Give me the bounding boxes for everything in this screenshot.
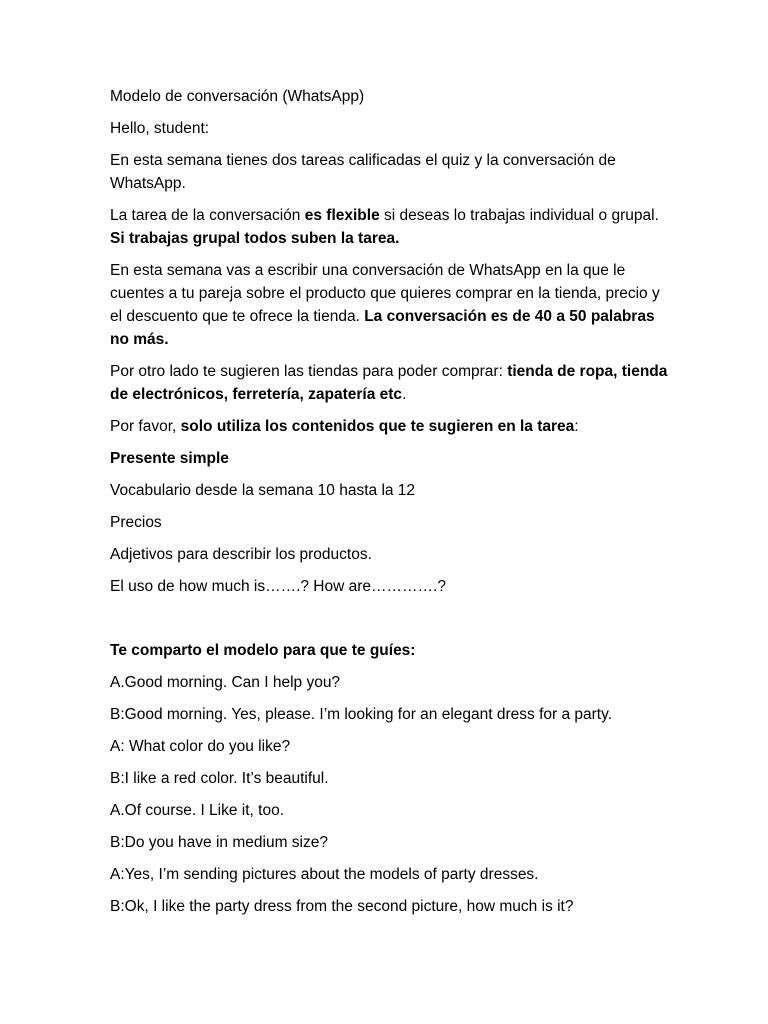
paragraph-flexible-text-1: La tarea de la conversación bbox=[110, 207, 305, 224]
document-title: Modelo de conversación (WhatsApp) bbox=[110, 88, 365, 105]
paragraph-stores-text: Por otro lado te sugieren las tiendas para poder comprar: bbox=[110, 363, 508, 380]
paragraph-please-bold: solo utiliza los contenidos que te sugieren en la tarea bbox=[180, 418, 575, 435]
paragraph-instructions-bold: La conversación es de 40 a 50 palabras no más. bbox=[110, 308, 655, 348]
dialogue-line: B:Do you have in medium size? bbox=[110, 834, 328, 851]
contents-heading-text: Presente simple bbox=[110, 450, 229, 467]
paragraph-flexible bbox=[110, 204, 670, 250]
dialogue-line: B:Ok, I like the party dress from the second picture, how much is it? bbox=[110, 898, 574, 915]
paragraph-stores-end: . bbox=[402, 386, 407, 403]
paragraph-please-text: Por favor, bbox=[110, 418, 181, 435]
content-item-adjectives: Adjetivos para describir los productos. bbox=[110, 546, 372, 563]
paragraph-flexible-text-2: si deseas lo trabajas individual o grupal. bbox=[379, 207, 659, 224]
paragraph-instructions-text: En esta semana vas a escribir una conversación de WhatsApp en la que le cuentes a tu pareja sobre el producto que quieres comprar en la tienda, precio y el descuento que te ofrece la tienda. bbox=[110, 262, 660, 325]
blank-line bbox=[110, 607, 670, 639]
dialogue-line: A.Good morning. Can I help you? bbox=[110, 674, 341, 691]
dialogue-line: A: What color do you like? bbox=[110, 738, 291, 755]
paragraph-flexible-bold-1: es flexible bbox=[304, 207, 380, 224]
paragraph-please bbox=[110, 415, 670, 438]
paragraph-instructions bbox=[110, 259, 670, 351]
dialogue-line: A.Of course. I Like it, too. bbox=[110, 802, 285, 819]
greeting: Hello, student: bbox=[110, 120, 210, 137]
paragraph-stores bbox=[110, 360, 670, 406]
model-heading bbox=[110, 639, 670, 662]
document-body bbox=[110, 85, 670, 927]
paragraph-tasks: En esta semana tienes dos tareas calificadas el quiz y la conversación de WhatsApp. bbox=[110, 152, 616, 192]
paragraph-please-end: : bbox=[574, 418, 579, 435]
content-item-how-much: El uso de how much is…….? How are………….? bbox=[110, 578, 446, 595]
content-item-prices: Precios bbox=[110, 514, 162, 531]
dialogue-line: B:I like a red color. It’s beautiful. bbox=[110, 770, 329, 787]
dialogue-line: B:Good morning. Yes, please. I’m looking for an elegant dress for a party. bbox=[110, 706, 613, 723]
content-item-vocabulary: Vocabulario desde la semana 10 hasta la 12 bbox=[110, 482, 416, 499]
dialogue-line: A:Yes, I’m sending pictures about the models of party dresses. bbox=[110, 866, 539, 883]
paragraph-stores-bold: tienda de ropa, tienda de electrónicos, ferretería, zapatería etc bbox=[110, 363, 668, 403]
model-heading-text: Te comparto el modelo para que te guíes: bbox=[110, 642, 416, 659]
contents-heading bbox=[110, 447, 670, 470]
paragraph-flexible-bold-2: Si trabajas grupal todos suben la tarea. bbox=[110, 230, 400, 247]
